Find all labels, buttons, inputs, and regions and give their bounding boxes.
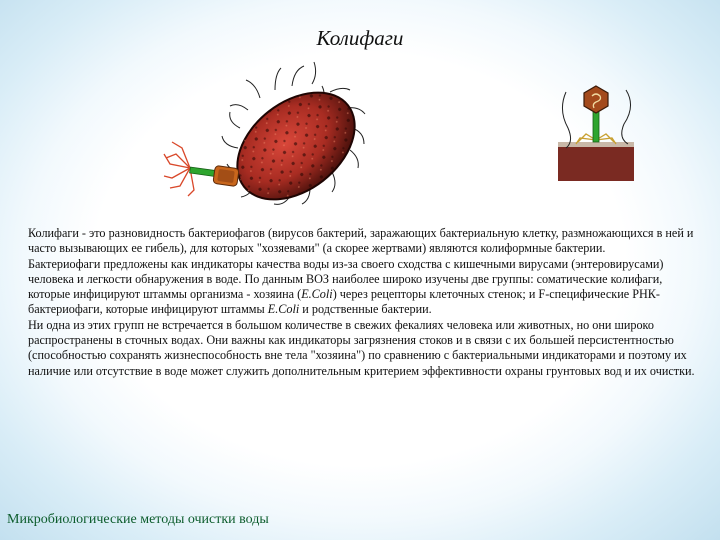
bacteriophage-right-illustration xyxy=(558,86,634,181)
illustrations xyxy=(0,0,720,225)
text-run: Колифаги - это разновидность бактериофагов (вирусов бактерий, заражающих бактериальную клетку, размножающихся в ней и часто вызывающих ее гибель), для которых "хозяевами" (а скорее жертвами) являются колиформные бактерии. xyxy=(28,226,694,256)
paragraph xyxy=(28,257,700,318)
body-text xyxy=(28,226,700,379)
italic-term: E.Coli xyxy=(267,302,300,317)
text-run: Бактериофаги предложены как индикаторы качества воды из-за своего сходства с кишечными вирусами (энтеровирусами) человека и легкости обнаружения в воде. По данным ВОЗ наиболее широко изучены две группы: соматические колифаги, которые инфицируют штаммы организма - хозяина ( xyxy=(28,256,664,302)
italic-term: E.Coli xyxy=(301,287,333,302)
bacterium-illustration xyxy=(217,62,375,221)
bacteriophage-left-illustration xyxy=(164,142,239,196)
text-run: и родственные бактерии. xyxy=(299,302,432,317)
slide-title: Колифаги xyxy=(316,26,404,50)
paragraph xyxy=(28,226,700,257)
paragraph xyxy=(28,318,700,379)
footer-caption: Микробиологические методы очистки воды xyxy=(7,512,269,527)
text-run: ) через рецепторы клеточных стенок; и F-специфические РНК-бактериофаги, которые инфицируют штаммы xyxy=(28,287,660,317)
text-run: Ни одна из этих групп не встречается в большом количестве в свежих фекалиях человека или животных, но они широко распространены в сточных водах. Они важны как индикаторы загрязнения стоков и в связи с их большей персистентностью (способностью сохранять жизнеспособность вне тела "хозяина") по сравнению с бактериальными индикаторами и поэтому их наличие или отсутствие в воде может служить дополнительным критерием эффективности охраны грунтовых вод и их очистки. xyxy=(28,317,695,378)
